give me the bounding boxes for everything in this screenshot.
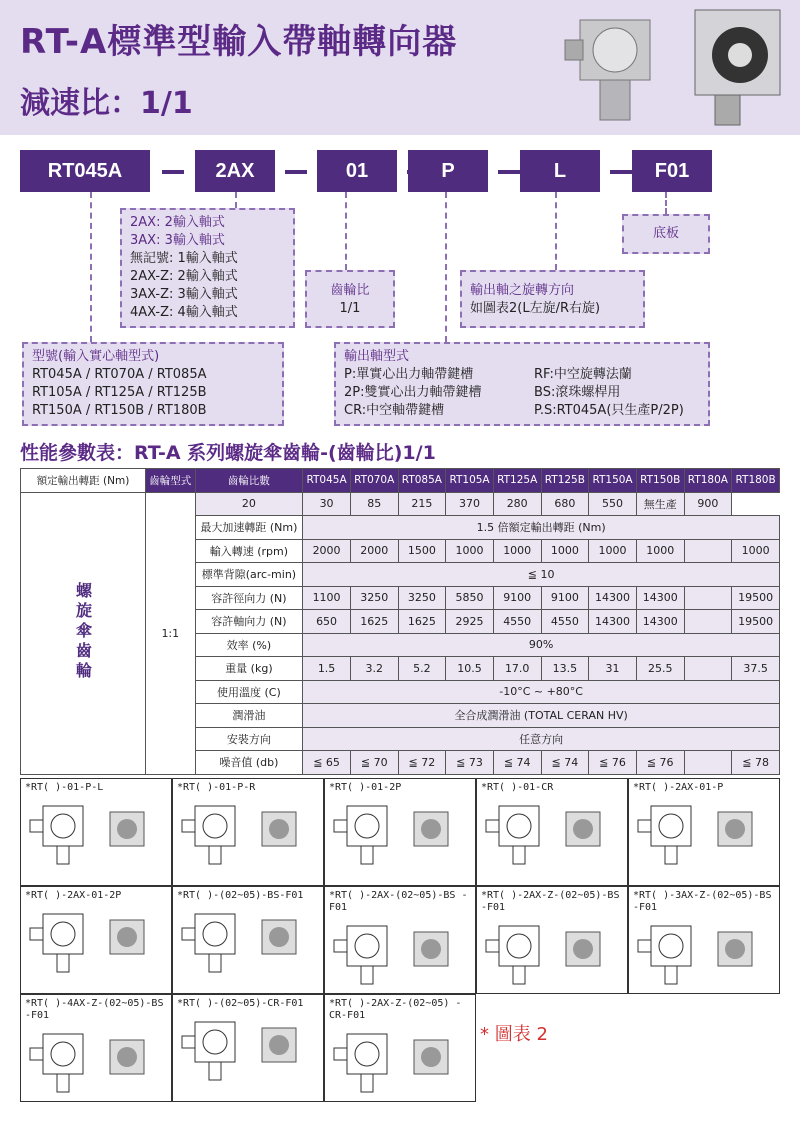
table-cell: 全合成潤滑油 (TOTAL CERAN HV) — [303, 704, 780, 728]
table-header-cell: RT180B — [732, 469, 780, 493]
input-axis-box — [120, 208, 295, 328]
table-cell: 1000 — [541, 539, 589, 563]
code-model: RT045A — [20, 150, 150, 192]
table-cell: 1000 — [493, 539, 541, 563]
code-direction: L — [520, 150, 600, 192]
table-cell: 9100 — [541, 586, 589, 610]
ratio-cell — [146, 492, 196, 774]
output-box-body — [344, 366, 700, 420]
table-cell: 19500 — [732, 610, 780, 634]
page-title: RT-A標準型輸入帶軸轉向器 — [20, 22, 458, 62]
table-cell: 1000 — [732, 539, 780, 563]
diagram-cell — [476, 886, 628, 994]
table-cell: ≦ 74 — [493, 751, 541, 775]
table-header-cell: RT150B — [636, 469, 684, 493]
connector — [445, 192, 447, 342]
table-cell: 680 — [541, 492, 589, 516]
table-cell: 14300 — [636, 586, 684, 610]
output-line: RF:中空旋轉法蘭 — [534, 367, 632, 382]
ratio-box-title: 齒輪比 — [330, 283, 370, 298]
diagram-cell — [172, 994, 324, 1102]
output-box — [334, 342, 710, 426]
table-cell: 4550 — [541, 610, 589, 634]
diagram-label: *RT( )-01-2P — [329, 782, 402, 793]
diagram-cell — [324, 778, 476, 886]
table-cell: ≦ 70 — [350, 751, 398, 775]
diagram-cell — [20, 994, 172, 1102]
table-cell: 1625 — [398, 610, 446, 634]
table-cell: ≦ 76 — [589, 751, 637, 775]
direction-box-title: 輸出軸之旋轉方向 — [470, 283, 575, 298]
table-cell: 2000 — [303, 539, 351, 563]
table-cell: 任意方向 — [303, 727, 780, 751]
output-line: BS:滾珠螺桿用 — [534, 385, 621, 400]
table-cell: 9100 — [493, 586, 541, 610]
table-cell: 30 — [303, 492, 351, 516]
table-cell: 10.5 — [446, 657, 494, 681]
input-axis-line: 無記號: 1輸入軸式 — [130, 251, 238, 266]
table-cell: 17.0 — [493, 657, 541, 681]
table-cell: 31 — [589, 657, 637, 681]
diagram-cell — [20, 778, 172, 886]
input-axis-line: 2AX-Z: 2輸入軸式 — [130, 269, 238, 284]
table-cell: 14300 — [636, 610, 684, 634]
input-axis-line: 3AX-Z: 3輸入軸式 — [130, 287, 238, 302]
gearbox-drawing — [329, 794, 469, 868]
row-label: 噪音值 (db) — [195, 751, 303, 775]
input-axis-line: 3AX: 3輸入軸式 — [130, 233, 225, 248]
table-cell: 215 — [398, 492, 446, 516]
row-label: 容許徑向力 (N) — [195, 586, 303, 610]
table-cell: 1000 — [446, 539, 494, 563]
connector — [345, 192, 347, 270]
diagram-cell — [628, 778, 780, 886]
dash — [610, 170, 632, 174]
output-left — [344, 366, 534, 420]
diagram-label: *RT( )-2AX-01-P — [633, 782, 724, 793]
table-cell: 3.2 — [350, 657, 398, 681]
table-cell: 13.5 — [541, 657, 589, 681]
table-cell: 1000 — [636, 539, 684, 563]
gearbox-image-1 — [560, 0, 670, 135]
table-cell — [684, 539, 732, 563]
model-box — [22, 342, 284, 426]
gearbox-drawing — [633, 914, 773, 988]
table-cell: 20 — [195, 492, 303, 516]
table-header-cell: RT125B — [541, 469, 589, 493]
table-header-cell: 額定輸出轉距 (Nm) — [21, 469, 146, 493]
model-box-title: 型號(輸入實心軸型式) — [32, 349, 160, 364]
diagram-cell — [628, 886, 780, 994]
table-cell: 37.5 — [732, 657, 780, 681]
table-cell: 無生產 — [636, 492, 684, 516]
row-label: 效率 (%) — [195, 633, 303, 657]
table-cell: 14300 — [589, 610, 637, 634]
table-cell: 1.5 倍額定輸出轉距 (Nm) — [303, 516, 780, 540]
table-header-cell: RT105A — [446, 469, 494, 493]
output-right — [534, 366, 684, 420]
model-line: RT105A / RT125A / RT125B — [32, 385, 207, 400]
direction-box-value: 如圖表2(L左旋/R右旋) — [470, 301, 601, 316]
gearbox-drawing — [25, 794, 165, 868]
gearbox-drawing — [177, 794, 317, 868]
connector — [555, 192, 557, 270]
base-box — [622, 214, 710, 254]
gear-type-cell — [21, 492, 146, 774]
table-header-cell: RT085A — [398, 469, 446, 493]
diagram-label: *RT( )-2AX-Z-(02~05) -CR-F01 — [329, 998, 462, 1021]
diagram-cell — [172, 778, 324, 886]
diagram-cell — [20, 886, 172, 994]
code-base: F01 — [632, 150, 712, 192]
gearbox-drawing — [633, 794, 773, 868]
gearbox-drawing — [25, 1022, 165, 1096]
table-cell — [684, 751, 732, 775]
output-line: P:單實心出力軸帶鍵槽 — [344, 367, 474, 382]
row-label: 安裝方向 — [195, 727, 303, 751]
table-cell: 90% — [303, 633, 780, 657]
table-cell: 2000 — [350, 539, 398, 563]
input-axis-line: 2AX: 2輸入軸式 — [130, 215, 225, 230]
header-banner — [0, 0, 800, 135]
table-cell: ≦ 10 — [303, 563, 780, 587]
output-line: P.S:RT045A(只生產P/2P) — [534, 403, 684, 418]
figure-note: * 圖表 2 — [480, 1024, 548, 1045]
diagram-label: *RT( )-01-CR — [481, 782, 554, 793]
diagram-label: *RT( )-2AX-Z-(02~05)-BS -F01 — [481, 890, 620, 913]
gearbox-image-2 — [680, 0, 790, 135]
dash — [285, 170, 307, 174]
performance-title: 性能參數表：RT-A 系列螺旋傘齒輪-(齒輪比)1/1 — [20, 442, 436, 464]
table-header-cell: RT125A — [493, 469, 541, 493]
diagram-label: *RT( )-2AX-01-2P — [25, 890, 122, 901]
table-header-cell: 齒輪型式 — [146, 469, 196, 493]
ratio-title: 減速比：1/1 — [20, 86, 193, 121]
table-cell: 3250 — [350, 586, 398, 610]
table-cell: 1100 — [303, 586, 351, 610]
table-header-row — [21, 469, 780, 493]
model-code-row — [20, 150, 780, 192]
ratio-value: 1:1 — [161, 626, 180, 640]
table-cell: 4550 — [493, 610, 541, 634]
table-cell: 280 — [493, 492, 541, 516]
row-label: 輸入轉速 (rpm) — [195, 539, 303, 563]
diagram-label: *RT( )-(02~05)-BS-F01 — [177, 890, 304, 901]
diagram-grid — [20, 778, 780, 1110]
gearbox-drawing — [329, 1022, 469, 1096]
gearbox-drawing — [177, 1010, 317, 1084]
gearbox-drawing — [25, 902, 165, 976]
diagram-label: *RT( )-01-P-R — [177, 782, 256, 793]
table-cell: 550 — [589, 492, 637, 516]
direction-box — [460, 270, 645, 328]
table-header-cell: RT045A — [303, 469, 351, 493]
table-cell: ≦ 78 — [732, 751, 780, 775]
connector — [665, 192, 667, 214]
dash — [498, 170, 520, 174]
gearbox-drawing — [481, 794, 621, 868]
diagram-cell — [476, 778, 628, 886]
table-cell: 1000 — [589, 539, 637, 563]
base-box-title: 底板 — [652, 226, 679, 241]
row-label: 重量 (kg) — [195, 657, 303, 681]
diagram-label: *RT( )-2AX-(02~05)-BS -F01 — [329, 890, 468, 913]
table-cell: 3250 — [398, 586, 446, 610]
row-label: 最大加速轉距 (Nm) — [195, 516, 303, 540]
row-label: 使用溫度 (C) — [195, 680, 303, 704]
model-line: RT045A / RT070A / RT085A — [32, 367, 207, 382]
table-cell: 5850 — [446, 586, 494, 610]
table-cell: 1500 — [398, 539, 446, 563]
row-label: 潤滑油 — [195, 704, 303, 728]
table-cell — [684, 610, 732, 634]
model-line: RT150A / RT150B / RT180B — [32, 403, 207, 418]
gear-type-label: 螺旋傘齒輪 — [73, 581, 93, 682]
table-cell: ≦ 76 — [636, 751, 684, 775]
diagram-label: *RT( )-4AX-Z-(02~05)-BS -F01 — [25, 998, 164, 1021]
table-cell — [684, 586, 732, 610]
table-row — [21, 492, 780, 516]
gearbox-drawing — [481, 914, 621, 988]
connector — [90, 192, 92, 342]
table-cell: 370 — [446, 492, 494, 516]
code-input-axis: 2AX — [195, 150, 275, 192]
table-header-cell: RT070A — [350, 469, 398, 493]
ratio-box-value: 1/1 — [339, 301, 361, 316]
table-cell: ≦ 72 — [398, 751, 446, 775]
row-label: 容許軸向力 (N) — [195, 610, 303, 634]
table-cell: 650 — [303, 610, 351, 634]
gearbox-drawing — [177, 902, 317, 976]
table-header-cell: 齒輪比數 — [195, 469, 303, 493]
table-cell: 1625 — [350, 610, 398, 634]
diagram-label: *RT( )-3AX-Z-(02~05)-BS -F01 — [633, 890, 772, 913]
code-output: P — [408, 150, 488, 192]
diagram-label: *RT( )-01-P-L — [25, 782, 104, 793]
diagram-cell — [172, 886, 324, 994]
table-cell: 19500 — [732, 586, 780, 610]
table-cell: ≦ 73 — [446, 751, 494, 775]
table-cell: 5.2 — [398, 657, 446, 681]
output-line: 2P:雙實心出力軸帶鍵槽 — [344, 385, 482, 400]
diagram-cell — [324, 886, 476, 994]
table-cell: 2925 — [446, 610, 494, 634]
ratio-box — [305, 270, 395, 328]
dash — [162, 170, 184, 174]
performance-table — [20, 468, 780, 775]
output-box-title: 輸出軸型式 — [344, 349, 410, 364]
table-cell: ≦ 65 — [303, 751, 351, 775]
output-line: CR:中空軸帶鍵槽 — [344, 403, 445, 418]
diagram-label: *RT( )-(02~05)-CR-F01 — [177, 998, 304, 1009]
diagram-cell — [324, 994, 476, 1102]
gearbox-drawing — [329, 914, 469, 988]
table-cell: 85 — [350, 492, 398, 516]
table-cell: ≦ 74 — [541, 751, 589, 775]
table-body — [21, 492, 780, 774]
row-label: 標準背隙(arc-min) — [195, 563, 303, 587]
table-cell: 1.5 — [303, 657, 351, 681]
table-cell: -10°C ~ +80°C — [303, 680, 780, 704]
table-cell: 25.5 — [636, 657, 684, 681]
input-axis-line: 4AX-Z: 4輸入軸式 — [130, 305, 238, 320]
table-cell — [684, 657, 732, 681]
table-header-cell: RT150A — [589, 469, 637, 493]
connector — [235, 192, 237, 208]
table-cell: 14300 — [589, 586, 637, 610]
table-cell: 900 — [684, 492, 732, 516]
table-header-cell: RT180A — [684, 469, 732, 493]
code-ratio: 01 — [317, 150, 397, 192]
